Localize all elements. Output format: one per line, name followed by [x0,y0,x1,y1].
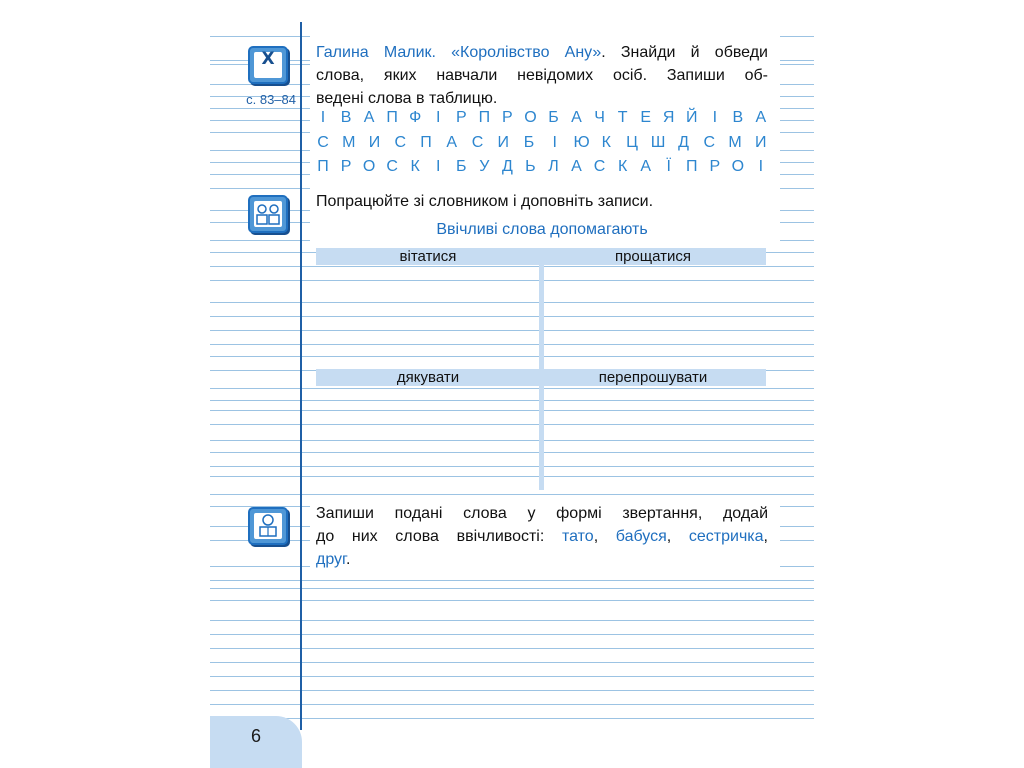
table-title: Ввічливі слова допомагають [436,221,648,238]
table-divider-top [539,265,544,369]
letter-cell[interactable]: П [478,109,491,126]
letter-cell[interactable]: А [755,109,767,126]
letter-row [316,109,768,132]
highlighted-text: друг [316,551,346,568]
letter-cell[interactable]: П [317,158,329,175]
letter-cell[interactable]: А [363,109,375,126]
letter-cell[interactable]: А [571,158,582,175]
letter-cell[interactable]: И [497,134,509,151]
letter-cell[interactable]: Р [709,158,721,175]
text-line [316,525,768,548]
text-segment: до них слова ввічливості: [316,528,562,545]
letter-cell[interactable]: А [640,158,651,175]
letter-cell[interactable]: О [524,109,537,126]
letter-cell[interactable]: Б [548,109,559,126]
letter-cell[interactable]: С [386,158,398,175]
letter-cell[interactable]: Ї [666,158,671,175]
table-header-farewell: прощатися [540,248,766,265]
table-header-apologize: перепрошувати [540,369,766,386]
letter-cell[interactable]: Ц [626,134,638,151]
letter-cell[interactable]: Д [501,158,513,175]
table-header-greet: вітатися [316,248,540,265]
letter-cell[interactable]: І [758,158,764,175]
letter-cell[interactable]: С [394,134,407,151]
text-segment: , [666,528,689,545]
letter-cell[interactable]: Р [455,109,467,126]
letter-cell[interactable]: С [317,134,329,151]
letter-cell[interactable]: Т [617,109,628,126]
text-segment: ведені слова в таблицю. [316,90,498,107]
highlighted-text: бабуся [615,528,667,545]
table-divider-bottom [539,386,544,490]
letter-cell[interactable]: С [703,134,716,151]
letter-cell[interactable]: Е [640,109,651,126]
text-segment: Запиши подані слова у формі звертання, додай [316,505,768,522]
letter-cell[interactable]: П [420,134,432,151]
table-header-thank: дякувати [316,369,540,386]
icon-letter: Х [261,49,275,69]
letter-cell[interactable]: Ь [525,158,536,175]
letter-cell[interactable]: У [479,158,490,175]
letter-cell[interactable]: Ю [573,134,590,151]
letter-cell[interactable]: К [617,158,628,175]
margin-line [300,22,302,730]
letter-cell[interactable]: А [571,109,582,126]
letter-cell[interactable]: Б [456,158,467,175]
letter-cell[interactable]: І [436,109,441,126]
letter-cell[interactable]: Й [686,109,698,126]
highlighted-text: Галина Малик. «Королівство Ану» [316,44,602,61]
text-line [316,87,768,110]
text-line [316,64,768,87]
highlighted-text: тато [561,528,594,545]
letter-cell[interactable]: К [410,158,420,175]
letter-cell[interactable]: А [446,134,458,151]
letter-cell[interactable]: В [732,109,744,126]
letter-cell[interactable]: І [320,109,326,126]
letter-cell[interactable]: І [712,109,718,126]
letter-cell[interactable]: П [686,158,698,175]
reader-icon [248,507,288,545]
letter-cell[interactable]: И [368,134,381,151]
letter-cell[interactable]: М [728,134,742,151]
text-line [316,502,768,525]
letter-cell[interactable]: Ч [594,109,605,126]
letter-cell[interactable]: О [362,158,376,175]
text-line [316,548,768,571]
letter-cell[interactable]: Д [678,134,689,151]
letter-cell[interactable]: Р [340,158,352,175]
letter-cell[interactable]: С [471,134,484,151]
text-segment: . [345,551,351,568]
text-segment: , [763,528,768,545]
letter-cell[interactable]: Л [548,158,559,175]
letter-cell[interactable]: Б [523,134,535,151]
text-segment: . Знайди й обведи [601,44,768,61]
highlighted-text: сестричка [688,528,764,545]
page-reference: с. 83–84 [246,92,296,107]
page-number: 6 [250,726,261,746]
two-readers-icon [248,195,288,233]
letter-cell[interactable]: П [386,109,398,126]
letter-cell[interactable]: І [436,158,441,175]
letter-row [316,134,768,157]
letter-cell[interactable]: Р [502,109,513,126]
letter-row [316,158,768,181]
text-segment: слова, яких навчали невідомих осіб. Запиши об- [316,67,768,84]
letter-cell[interactable]: Ф [409,109,422,126]
letter-cell[interactable]: О [731,158,745,175]
x-book-icon [248,46,288,84]
letter-cell[interactable]: В [340,109,352,126]
letter-cell[interactable]: И [755,134,767,151]
letter-cell[interactable]: С [593,158,606,175]
exercise-2-instruction: Попрацюйте зі словником і доповніть записи. [316,193,654,210]
text-line [316,41,768,64]
letter-cell[interactable]: М [342,134,356,151]
letter-cell[interactable]: Я [662,109,675,126]
letter-cell[interactable]: І [552,134,557,151]
text-segment: , [593,528,616,545]
letter-cell[interactable]: Ш [650,134,666,151]
letter-cell[interactable]: К [601,134,611,151]
